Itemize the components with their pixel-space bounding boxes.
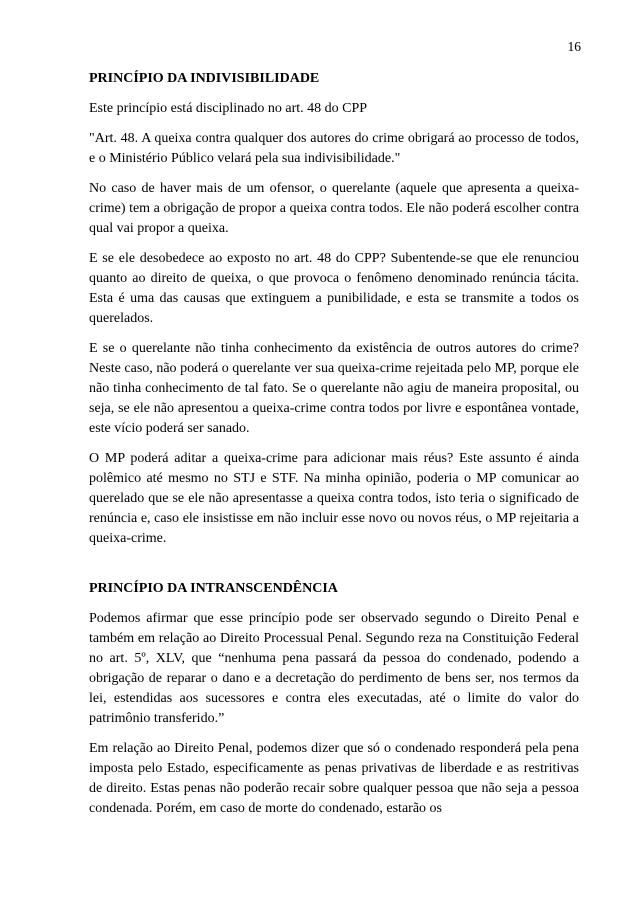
paragraph: Este princípio está disciplinado no art. 48 do CPP — [89, 101, 368, 116]
paragraph: Podemos afirmar que esse princípio pode ser observado segundo o Direito Penal e também em relação ao Direito Processual Penal. Segundo reza na Constituição Federal no art. 5º, XLV, que “nenhuma pena passará da pessoa do condenado, podendo a obrigação de reparar o dano e a decretação do perdimento de bens ser, nos termos da lei, estendidas aos sucessores e contra eles executadas, até o limite do valor do patrimônio transferido.” — [89, 611, 579, 726]
page-content — [89, 69, 579, 829]
paragraph: E se ele desobedece ao exposto no art. 48 do CPP? Subentende-se que ele renunciou quanto ao direito de queixa, o que provoca o fenômeno denominado renúncia tácita. Esta é uma das causas que extinguem a punibilidade, e esta se transmite a todos os querelados. — [89, 251, 579, 326]
paragraph-quote-art-48: "Art. 48. A queixa contra qualquer dos autores do crime obrigará ao processo de todos, e o Ministério Público velará pela sua indivisibilidade." — [89, 131, 579, 166]
paragraph: E se o querelante não tinha conhecimento da existência de outros autores do crime? Neste caso, não poderá o querelante ver sua queixa-crime rejeitada pelo MP, porque ele não tinha conhecimento de tal fato. Se o querelante não agiu de maneira proposital, ou seja, se ele não apresentou a queixa-crime contra todos por livre e espontânea vontade, este vício poderá ser sanado. — [89, 341, 579, 436]
paragraph: No caso de haver mais de um ofensor, o querelante (aquele que apresenta a queixa-crime) tem a obrigação de propor a queixa contra todos. Ele não poderá escolher contra qual vai propor a queixa. — [89, 181, 579, 236]
section-spacer — [89, 559, 579, 579]
paragraph: Em relação ao Direito Penal, podemos dizer que só o condenado responderá pela pena imposta pelo Estado, especificamente as penas privativas de liberdade e as restritivas de direito. Estas penas não poderão recair sobre qualquer pessoa que não seja a pessoa condenada. Porém, em caso de morte do condenado, estarão os — [89, 741, 579, 816]
page-number: 16 — [567, 39, 581, 54]
paragraph: O MP poderá aditar a queixa-crime para adicionar mais réus? Este assunto é ainda polêmico até mesmo no STJ e STF. Na minha opinião, poderia o MP comunicar ao querelado que se ele não apresentasse a queixa contra todos, isto teria o significado de renúncia e, caso ele insistisse em não incluir esse novo ou novos réus, o MP rejeitaria a queixa-crime. — [89, 451, 579, 546]
section-heading-indivisibilidade: PRINCÍPIO DA INDIVISIBILIDADE — [89, 71, 320, 86]
section-heading-intranscendencia: PRINCÍPIO DA INTRANSCENDÊNCIA — [89, 581, 338, 596]
